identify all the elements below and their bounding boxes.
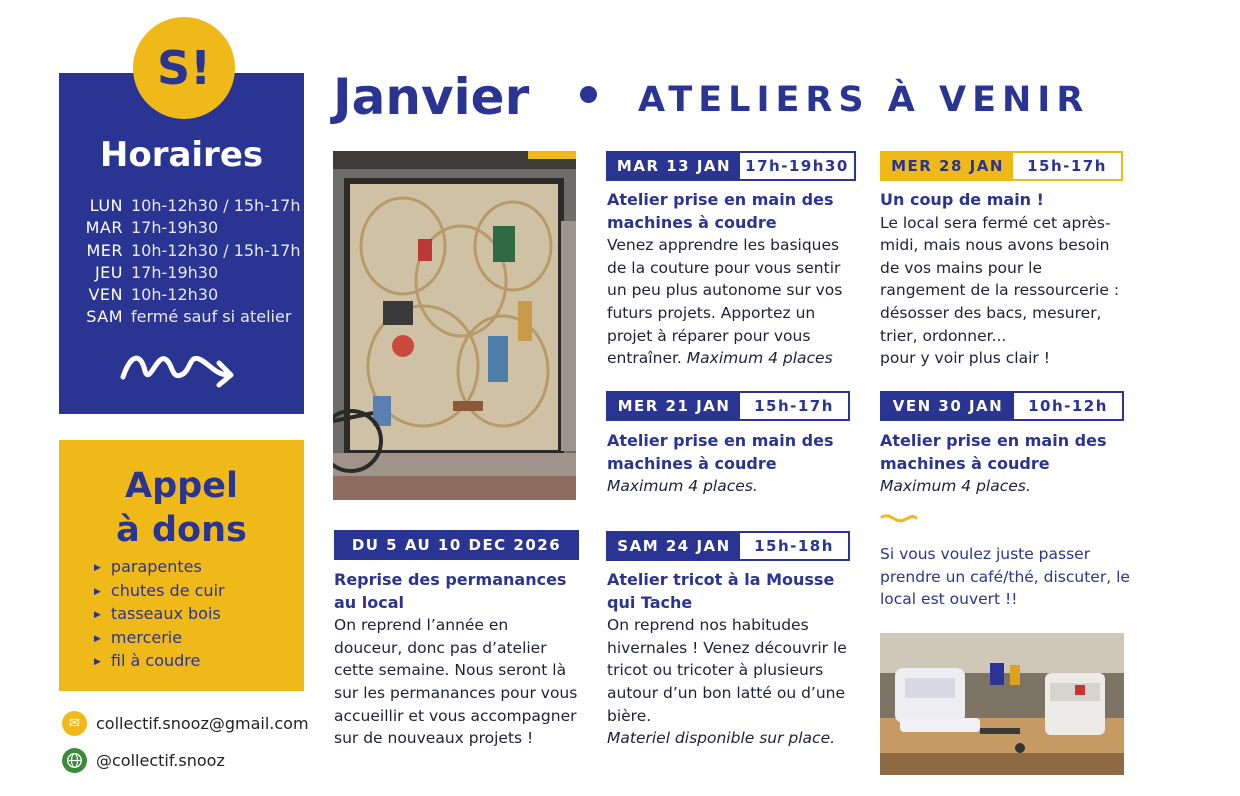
- logo-text: S!: [156, 41, 212, 95]
- event-note: Maximum 4 places.: [880, 477, 1031, 496]
- event-title: Un coup de main !: [880, 190, 1044, 209]
- hours-time: 10h-12h30: [131, 285, 219, 305]
- event-date: MER 21 JAN: [608, 393, 740, 419]
- logo-badge: [133, 17, 235, 119]
- hours-time: fermé sauf si atelier: [131, 307, 292, 327]
- event-date-tag: [606, 531, 850, 561]
- drop-in-info: Si vous voulez juste passer prendre un café/thé, discuter, le local est ouvert !!: [880, 545, 1130, 609]
- hours-day: MAR: [85, 218, 123, 238]
- donation-call-panel: [59, 440, 304, 691]
- title-separator-dot: [580, 86, 597, 103]
- event-description: Venez apprendre les basiques de la couture pour vous sentir un peu plus autonome sur vos futurs projets. Apportez un projet à réparer pour vous entraîner.: [607, 236, 843, 368]
- event-date-tag: [880, 391, 1124, 421]
- event-description: On reprend l’année en douceur, donc pas d’atelier cette semaine. Nous seront là sur les permanances pour vous accueillir et vous accompagner sur de nouveaux projets !: [334, 616, 578, 748]
- event-time: 15h-17h: [740, 393, 848, 419]
- wave-divider-icon: [880, 512, 918, 526]
- event-note: Materiel disponible sur place.: [607, 729, 836, 748]
- hours-time: 17h-19h30: [131, 262, 219, 282]
- event-card: [607, 189, 857, 370]
- hours-day: VEN: [88, 285, 123, 305]
- hours-day: MER: [86, 240, 123, 260]
- hours-row: [79, 306, 300, 328]
- email-address[interactable]: collectif.snooz@gmail.com: [96, 714, 309, 733]
- hours-row: [79, 195, 300, 217]
- hours-row: [79, 240, 300, 262]
- event-title: Atelier prise en main des machines à coudre: [607, 431, 834, 473]
- hours-time: 10h-12h30 / 15h-17h: [131, 240, 301, 260]
- opening-hours-title: Horaires: [99, 135, 264, 175]
- event-time: 15h-17h: [1013, 153, 1121, 179]
- event-title: Atelier prise en main des machines à coudre: [880, 431, 1107, 473]
- donation-items-list: [94, 556, 225, 674]
- hours-row: [79, 284, 300, 306]
- hours-time: 10h-12h30 / 15h-17h: [131, 196, 301, 215]
- event-title: Reprise des permanances au local: [334, 570, 567, 612]
- hours-row: [79, 262, 300, 284]
- event-date: SAM 24 JAN: [608, 533, 740, 559]
- list-item: ▶ mercerie: [94, 627, 225, 651]
- event-description: Le local sera fermé cet après-midi, mais nous avons besoin de vos mains pour le rangement de la ressourcerie : désosser des bacs, mesurer, trier, ordonner...: [880, 213, 1120, 345]
- event-card: [880, 189, 1130, 370]
- event-note: Maximum 4 places.: [607, 477, 758, 496]
- event-description-end: pour y voir plus clair !: [880, 349, 1050, 368]
- list-item: ▶ parapentes: [94, 556, 225, 580]
- event-date: MAR 13 JAN: [608, 153, 740, 179]
- event-date: VEN 30 JAN: [882, 393, 1014, 419]
- opening-hours-panel: [59, 73, 304, 414]
- page-title-month: Janvier: [333, 68, 530, 126]
- social-handle[interactable]: @collectif.snooz: [96, 751, 225, 770]
- event-title: Atelier tricot à la Mousse qui Tache: [607, 570, 835, 612]
- event-date-tag: [334, 530, 579, 560]
- event-note: Maximum 4 places: [686, 349, 833, 368]
- event-date: DU 5 AU 10 DEC 2026: [351, 536, 562, 554]
- event-card: [334, 569, 579, 750]
- event-date: MER 28 JAN: [882, 153, 1013, 179]
- event-date-tag: [606, 391, 850, 421]
- hours-list: [79, 195, 300, 329]
- hours-day: JEU: [94, 262, 123, 282]
- envelope-icon: ✉: [62, 711, 87, 736]
- event-time: 10h-12h: [1014, 393, 1122, 419]
- event-description: On reprend nos habitudes hivernales ! Venez découvrir le tricot ou tricoter à plusieurs autour d’un bon latté ou d’une bière.: [607, 616, 847, 725]
- social-contact[interactable]: [62, 748, 225, 773]
- sewing-machines-photo: [880, 633, 1124, 775]
- hours-row: [79, 217, 300, 239]
- shop-window-photo: [333, 151, 576, 500]
- event-date-tag: [606, 151, 856, 181]
- list-item: ▶ chutes de cuir: [94, 580, 225, 604]
- list-item: ▶ fil à coudre: [94, 650, 225, 674]
- event-time: 15h-18h: [740, 533, 848, 559]
- event-title: Atelier prise en main des machines à coudre: [607, 190, 834, 232]
- globe-icon: [62, 748, 87, 773]
- page-subtitle: ATELIERS À VENIR: [638, 80, 1090, 120]
- squiggle-arrow-icon: [119, 345, 239, 390]
- event-date-tag: [880, 151, 1123, 181]
- hours-day: LUN: [89, 196, 123, 215]
- event-time: 17h-19h30: [740, 153, 854, 179]
- donation-title-line1: Appel: [125, 466, 238, 506]
- email-contact[interactable]: [62, 711, 309, 736]
- event-card: [880, 430, 1130, 498]
- hours-time: 17h-19h30: [131, 218, 219, 238]
- event-card: [607, 430, 857, 498]
- list-item: ▶ tasseaux bois: [94, 603, 225, 627]
- donation-title-line2: à dons: [116, 510, 247, 550]
- event-card: [607, 569, 857, 750]
- hours-day: SAM: [86, 307, 123, 327]
- donation-call-title: [59, 464, 304, 552]
